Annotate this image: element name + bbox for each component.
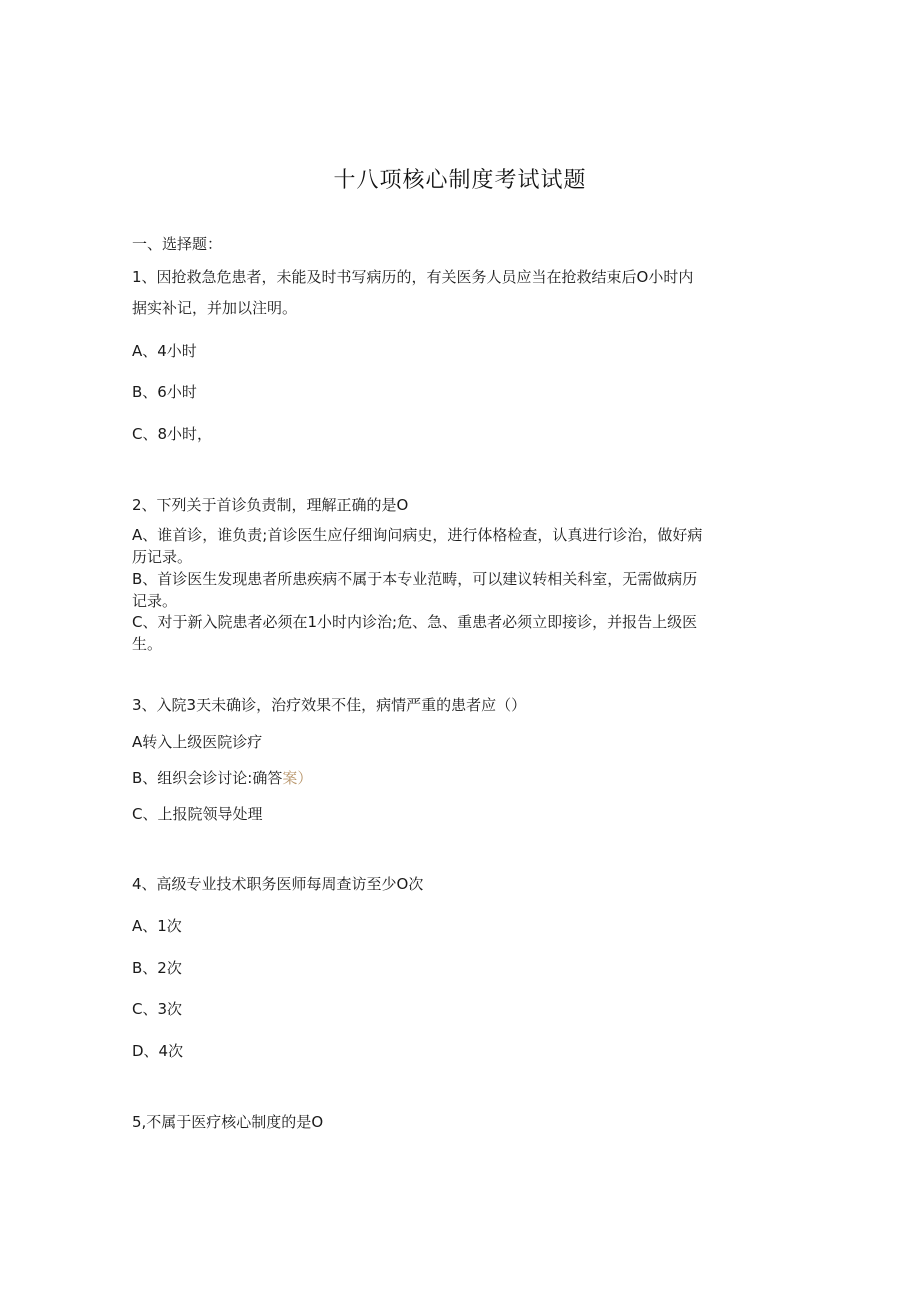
question-3-option-c: C、上报院领导处理 <box>132 805 263 823</box>
question-1-option-b: B、6小时 <box>132 383 197 401</box>
question-2-stem: 2、下列关于首诊负责制，理解正确的是O <box>132 496 409 514</box>
question-3-stem: 3、入院3天未确诊，治疗效果不佳，病情严重的患者应（） <box>132 696 527 714</box>
question-2-option-b-line-1: B、首诊医生发现患者所患疾病不属于本专业范畴，可以建议转相关科室，无需做病历 <box>132 570 698 588</box>
question-3-option-b <box>132 767 312 788</box>
question-4-option-b: B、2次 <box>132 959 182 977</box>
question-1-stem-line-1: 1、因抢救急危患者，未能及时书写病历的，有关医务人员应当在抢救结束后O小时内 <box>132 268 694 286</box>
question-5-stem: 5,不属于医疗核心制度的是O <box>132 1113 324 1131</box>
question-2-option-b-line-2: 记录。 <box>132 592 178 610</box>
question-1-stem-line-2: 据实补记，并加以注明。 <box>132 299 298 317</box>
question-2-option-a-line-1: A、谁首诊，谁负责;首诊医生应仔细询问病史，进行体格检查，认真进行诊治，做好病 <box>132 526 703 544</box>
question-2-option-c-line-2: 生。 <box>132 635 163 653</box>
question-3-option-b-suffix: 案） <box>282 769 313 787</box>
question-2-option-a-line-2: 历记录。 <box>132 548 193 566</box>
section-heading: 一、选择题： <box>132 235 223 253</box>
page-title: 十八项核心制度考试试题 <box>333 168 587 193</box>
question-3-option-a: A转入上级医院诊疗 <box>132 733 263 751</box>
question-4-stem: 4、高级专业技术职务医师每周查访至少O次 <box>132 875 424 893</box>
question-3-option-b-text: B、组织会诊讨论:确答 <box>132 769 283 787</box>
question-2-option-c-line-1: C、对于新入院患者必须在1小时内诊治;危、急、重患者必须立即接诊，并报告上级医 <box>132 613 698 631</box>
question-1-option-c: C、8小时， <box>132 425 213 443</box>
question-1-option-a: A、4小时 <box>132 342 197 360</box>
question-4-option-d: D、4次 <box>132 1042 184 1060</box>
question-4-option-a: A、1次 <box>132 917 182 935</box>
question-4-option-c: C、3次 <box>132 1000 183 1018</box>
